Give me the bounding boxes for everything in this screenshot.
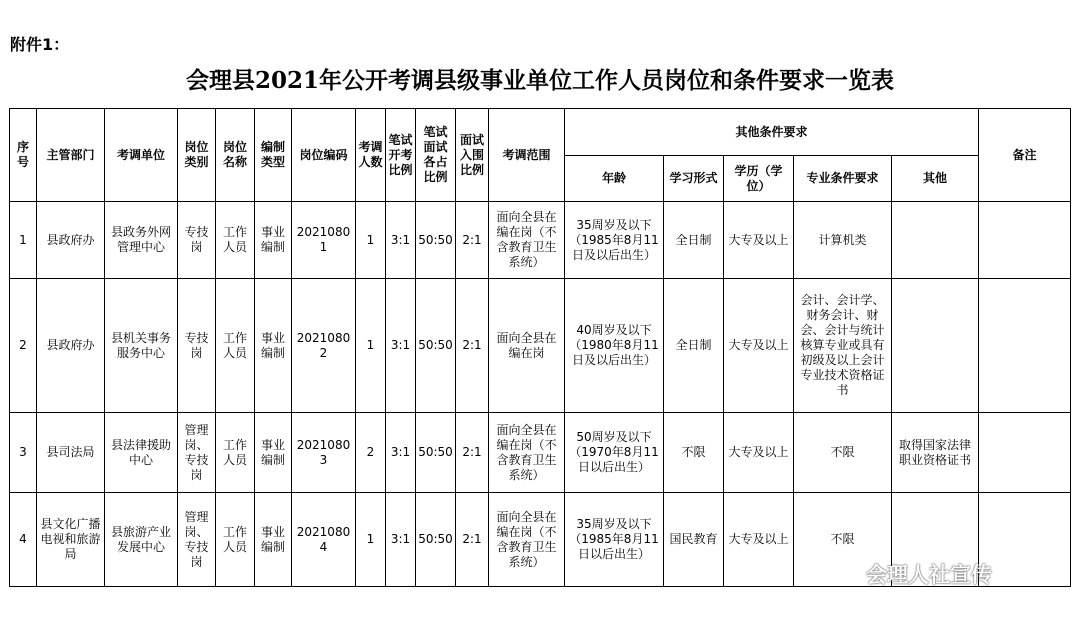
header-seq: 序号 <box>10 109 37 202</box>
cell-study-form: 国民教育 <box>664 493 724 587</box>
cell-num-hired: 2 <box>356 413 386 493</box>
cell-age: 40周岁及以下（1980年8月11日及以后出生） <box>565 279 664 413</box>
cell-age: 35周岁及以下（1985年8月11日以后出生） <box>565 493 664 587</box>
cell-dept: 县文化广播电视和旅游局 <box>37 493 105 587</box>
cell-study-form: 全日制 <box>664 202 724 279</box>
table-row <box>10 413 1071 493</box>
table-row <box>10 279 1071 413</box>
header-other-conditions: 其他条件要求 <box>565 109 979 156</box>
header-dept: 主管部门 <box>37 109 105 202</box>
cell-exam-ratio: 3:1 <box>386 202 416 279</box>
cell-interview-ratio: 2:1 <box>456 279 489 413</box>
header-post-code: 岗位编码 <box>292 109 356 202</box>
cell-other <box>892 279 979 413</box>
cell-study-form: 不限 <box>664 413 724 493</box>
header-remarks: 备注 <box>979 109 1071 202</box>
cell-post-category: 管理岗、专技岗 <box>178 413 216 493</box>
cell-unit: 县法律援助中心 <box>105 413 178 493</box>
cell-education: 大专及以上 <box>724 493 794 587</box>
cell-remarks <box>979 279 1071 413</box>
header-post-category: 岗位类别 <box>178 109 216 202</box>
wechat-icon <box>830 558 860 589</box>
cell-staff-type: 事业编制 <box>255 493 292 587</box>
cell-post-name: 工作人员 <box>216 202 255 279</box>
cell-unit: 县旅游产业发展中心 <box>105 493 178 587</box>
cell-post-name: 工作人员 <box>216 279 255 413</box>
cell-remarks <box>979 413 1071 493</box>
header-score-ratio: 笔试面试各占比例 <box>416 109 456 202</box>
cell-exam-ratio: 3:1 <box>386 493 416 587</box>
cell-seq: 1 <box>10 202 37 279</box>
cell-num-hired: 1 <box>356 493 386 587</box>
cell-interview-ratio: 2:1 <box>456 202 489 279</box>
cell-scope: 面向全县在编在岗 <box>489 279 565 413</box>
cell-major: 计算机类 <box>794 202 892 279</box>
cell-scope: 面向全县在编在岗（不含教育卫生系统） <box>489 413 565 493</box>
header-major: 专业条件要求 <box>794 156 892 202</box>
header-post-name: 岗位名称 <box>216 109 255 202</box>
cell-major: 会计、会计学、财务会计、财会、会计与统计核算专业或具有初级及以上会计专业技术资格证书 <box>794 279 892 413</box>
header-interview-ratio: 面试入围比例 <box>456 109 489 202</box>
cell-staff-type: 事业编制 <box>255 279 292 413</box>
cell-post-code: 20210804 <box>292 493 356 587</box>
cell-post-name: 工作人员 <box>216 493 255 587</box>
cell-education: 大专及以上 <box>724 413 794 493</box>
cell-post-category: 管理岗、专技岗 <box>178 493 216 587</box>
cell-num-hired: 1 <box>356 279 386 413</box>
attachment-label: 附件1： <box>10 35 70 54</box>
cell-dept: 县政府办 <box>37 279 105 413</box>
watermark-text: 会理人社宣传 <box>866 562 992 587</box>
cell-dept: 县政府办 <box>37 202 105 279</box>
cell-major: 不限 <box>794 413 892 493</box>
header-row-top <box>10 109 1071 156</box>
cell-unit: 县政务外网管理中心 <box>105 202 178 279</box>
table-row <box>10 202 1071 279</box>
cell-post-name: 工作人员 <box>216 413 255 493</box>
cell-remarks <box>979 202 1071 279</box>
cell-post-category: 专技岗 <box>178 279 216 413</box>
cell-age: 35周岁及以下（1985年8月11日及以后出生） <box>565 202 664 279</box>
header-unit: 考调单位 <box>105 109 178 202</box>
cell-staff-type: 事业编制 <box>255 413 292 493</box>
cell-num-hired: 1 <box>356 202 386 279</box>
cell-dept: 县司法局 <box>37 413 105 493</box>
header-age: 年龄 <box>565 156 664 202</box>
cell-exam-ratio: 3:1 <box>386 413 416 493</box>
cell-study-form: 全日制 <box>664 279 724 413</box>
cell-major: 不限 <box>794 493 892 587</box>
cell-unit: 县机关事务服务中心 <box>105 279 178 413</box>
cell-other: 取得国家法律职业资格证书 <box>892 413 979 493</box>
cell-interview-ratio: 2:1 <box>456 413 489 493</box>
cell-exam-ratio: 3:1 <box>386 279 416 413</box>
watermark <box>830 558 992 589</box>
cell-scope: 面向全县在编在岗（不含教育卫生系统） <box>489 202 565 279</box>
cell-post-code: 20210802 <box>292 279 356 413</box>
header-education: 学历（学位） <box>724 156 794 202</box>
cell-post-code: 20210803 <box>292 413 356 493</box>
cell-seq: 2 <box>10 279 37 413</box>
cell-score-ratio: 50:50 <box>416 413 456 493</box>
cell-remarks <box>979 493 1071 587</box>
cell-scope: 面向全县在编在岗（不含教育卫生系统） <box>489 493 565 587</box>
cell-post-category: 专技岗 <box>178 202 216 279</box>
header-other: 其他 <box>892 156 979 202</box>
cell-education: 大专及以上 <box>724 279 794 413</box>
page-title: 会理县2021年公开考调县级事业单位工作人员岗位和条件要求一览表 <box>185 67 894 94</box>
header-scope: 考调范围 <box>489 109 565 202</box>
header-exam-ratio: 笔试开考比例 <box>386 109 416 202</box>
cell-age: 50周岁及以下（1970年8月11日以后出生） <box>565 413 664 493</box>
cell-seq: 4 <box>10 493 37 587</box>
cell-score-ratio: 50:50 <box>416 279 456 413</box>
cell-staff-type: 事业编制 <box>255 202 292 279</box>
cell-education: 大专及以上 <box>724 202 794 279</box>
cell-other <box>892 202 979 279</box>
header-num-hired: 考调人数 <box>356 109 386 202</box>
positions-table <box>9 108 1071 587</box>
cell-seq: 3 <box>10 413 37 493</box>
cell-score-ratio: 50:50 <box>416 202 456 279</box>
cell-post-code: 20210801 <box>292 202 356 279</box>
header-staff-type: 编制类型 <box>255 109 292 202</box>
header-study-form: 学习形式 <box>664 156 724 202</box>
cell-interview-ratio: 2:1 <box>456 493 489 587</box>
cell-score-ratio: 50:50 <box>416 493 456 587</box>
